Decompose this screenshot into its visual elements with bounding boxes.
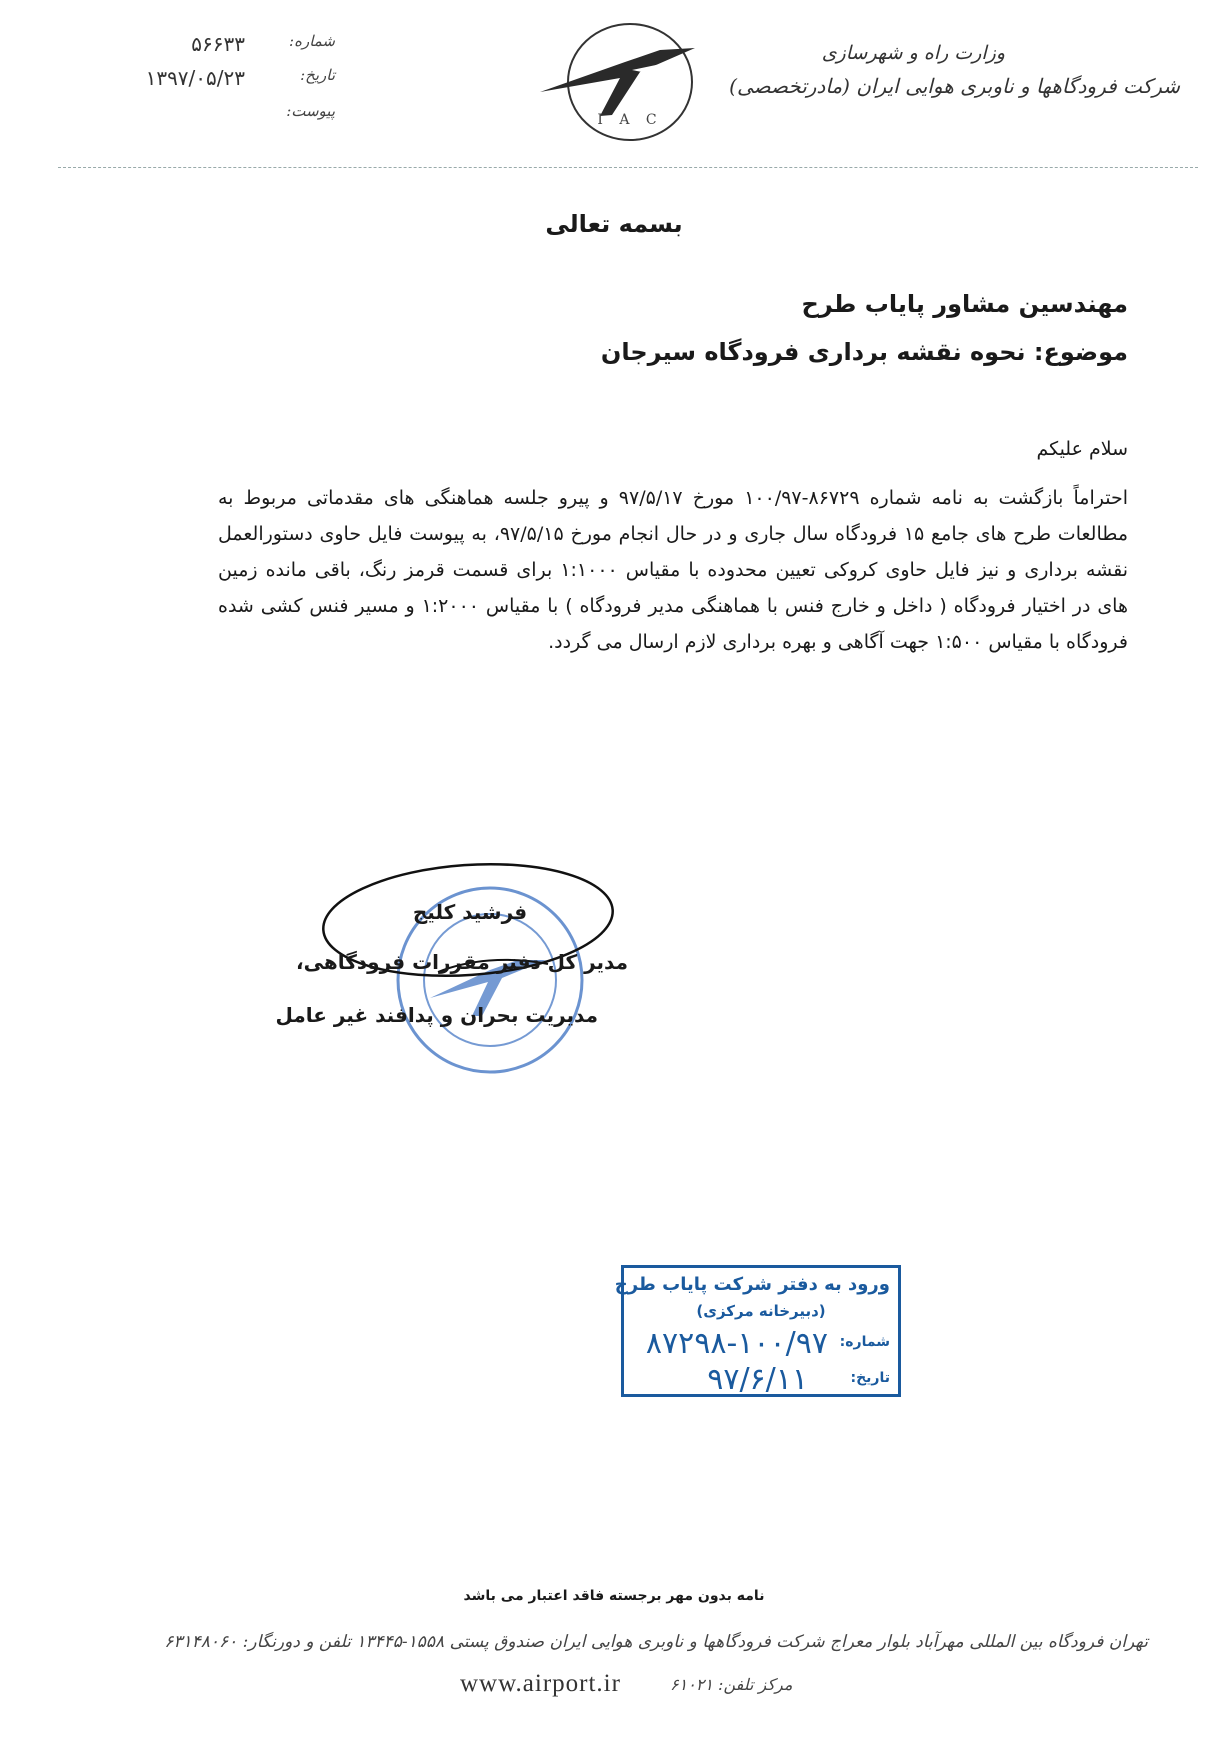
signer-name: فرشید کلیج — [412, 900, 528, 924]
footer-address: تهران فرودگاه بین المللی مهرآباد بلوار معراج شرکت فرودگاهها و ناوبری هوایی ایران صندوق پستی ۱۵۵۸-۱۳۴۴۵ تلفن و دورنگار: ۶۳۱۴۸۰۶۰ — [164, 1632, 1148, 1652]
meta-attachment-row — [95, 102, 335, 132]
organization-header — [729, 42, 1180, 98]
letter-body: احتراماً بازگشت به نامه شماره ۸۶۷۲۹-۱۰۰/۹۷ مورخ ۹۷/۵/۱۷ و پیرو جلسه هماهنگی های مقدماتی مربوط به مطالعات طرح های جامع ۱۵ فرودگاه سال جاری و در حال انجام مورخ ۹۷/۵/۱۵، به پیوست فایل حاوی دستورالعمل نقشه برداری و نیز فایل حاوی کروکی تعیین محدوده با مقیاس ۱:۱۰۰۰ برای قسمت قرمز رنگ، باقی مانده زمین های در اختیار فرودگاه ( داخل و خارج فنس با هماهنگی مدیر فرودگاه ) با مقیاس ۱:۲۰۰۰ و مسیر فنس کشی شده فرودگاه با مقیاس ۱:۵۰۰ جهت آگاهی و بهره برداری لازم ارسال می گردد. — [218, 487, 1129, 653]
stamp-date-label: تاریخ: — [850, 1370, 890, 1386]
stamp-number-label: شماره: — [839, 1334, 890, 1350]
footer-switchboard: مرکز تلفن: ۶۱۰۲۱ — [670, 1675, 793, 1694]
stamp-date-value: ۹۷/۶/۱۱ — [707, 1362, 808, 1397]
addressee: مهندسین مشاور پایاب طرح — [801, 290, 1128, 318]
signer-title-line-1: مدیر کل دفتر مقررات فرودگاهی، — [296, 950, 628, 974]
greeting: سلام علیکم — [1036, 438, 1128, 460]
date-label: تاریخ: — [300, 66, 335, 84]
header-divider — [58, 167, 1198, 168]
letter-meta — [95, 28, 335, 138]
meta-date-row — [95, 66, 335, 96]
receipt-stamp — [614, 1265, 901, 1397]
basmala-heading: بسمه تعالی — [545, 210, 683, 238]
attachment-label: پیوست: — [286, 102, 335, 120]
logo-letters: I A C — [597, 112, 663, 128]
company-logo — [520, 20, 740, 150]
company-name: شرکت فرودگاهها و ناوبری هوایی ایران (مادرتخصصی) — [729, 74, 1180, 98]
stamp-number-value: ۸۷۲۹۸-۱۰۰/۹۷ — [645, 1326, 828, 1361]
letter-subject: موضوع: نحوه نقشه برداری فرودگاه سیرجان — [600, 338, 1128, 366]
meta-number-row — [95, 32, 335, 62]
date-value: ۱۳۹۷/۰۵/۲۳ — [145, 66, 245, 90]
number-value: ۵۶۶۳۳ — [191, 32, 245, 56]
signer-title-line-2: مدیریت بحران و پدافند غیر عامل — [275, 1003, 598, 1027]
stamp-subtitle: (دبیرخانه مرکزی) — [696, 1302, 826, 1320]
ministry-name: وزارت راه و شهرسازی — [821, 42, 1005, 64]
stamp-title: ورود به دفتر شرکت پایاب طرح — [614, 1274, 890, 1295]
validity-notice: نامه بدون مهر برجسته فاقد اعتبار می باشد — [463, 1588, 765, 1604]
number-label: شماره: — [289, 32, 335, 50]
footer-website: www.airport.ir — [460, 1670, 621, 1697]
